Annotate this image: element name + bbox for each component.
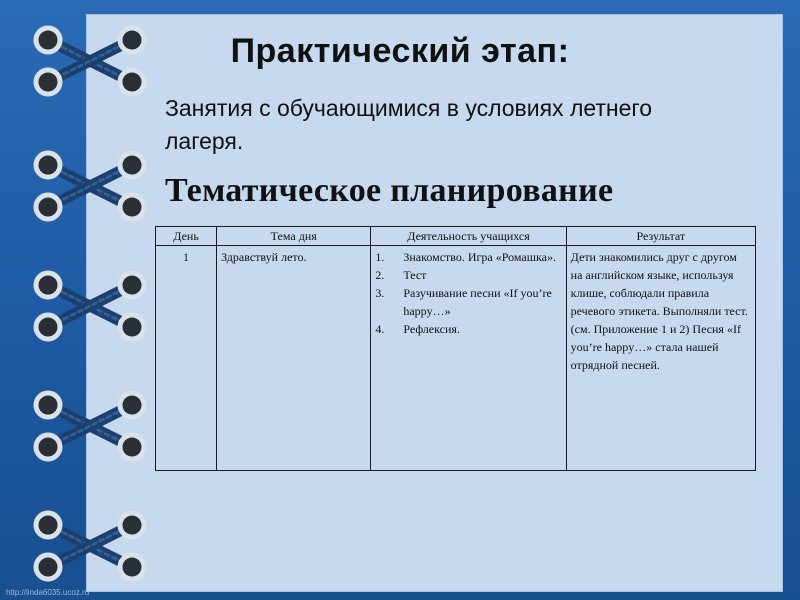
lace-cross-2 (36, 153, 144, 219)
metal-eyelet-icon (120, 513, 144, 537)
header-result: Результат (566, 227, 755, 246)
cell-activities (371, 246, 566, 471)
header-topic: Тема дня (217, 227, 371, 246)
metal-eyelet-icon (120, 195, 144, 219)
metal-eyelet-icon (36, 315, 60, 339)
metal-eyelet-icon (120, 70, 144, 94)
list-item-number: 2. (375, 268, 385, 282)
list-item (375, 284, 561, 320)
list-item (375, 248, 561, 266)
metal-eyelet-icon (36, 555, 60, 579)
cell-topic: Здравствуй лето. (217, 246, 371, 471)
slide-subtitle: Занятия с обучающимися в условиях летнего лагеря. (165, 95, 653, 154)
header-activities: Деятельность учащихся (371, 227, 566, 246)
list-item (375, 266, 561, 284)
metal-eyelet-icon (120, 153, 144, 177)
lace-cross-4 (36, 393, 144, 459)
section-heading: Тематическое планирование (165, 172, 614, 209)
metal-eyelet-icon (36, 513, 60, 537)
metal-eyelet-icon (36, 195, 60, 219)
metal-eyelet-icon (120, 393, 144, 417)
footer-url: http://linda6035.ucoz.ru (6, 588, 90, 597)
header-day: День (156, 227, 217, 246)
metal-eyelet-icon (120, 273, 144, 297)
list-item-text: Знакомство. Игра «Ромашка». (403, 250, 556, 264)
list-item-number: 1. (375, 250, 385, 264)
metal-eyelet-icon (36, 153, 60, 177)
table-row (156, 246, 756, 471)
list-item-text: Разучивание песни «If you’re happy…» (403, 286, 552, 318)
lace-cross-3 (36, 273, 144, 339)
metal-eyelet-icon (36, 70, 60, 94)
list-item-text: Тест (403, 268, 427, 282)
activities-list (375, 248, 561, 338)
cell-result: Дети знакомились друг с другом на английском языке, используя клише, соблюдали правила речевого этикета. Выполняли тест. (см. Приложение 1 и 2) Песня «If you’re happy…» стала нашей отрядной песней. (566, 246, 755, 471)
metal-eyelet-icon (36, 273, 60, 297)
slide-title: Практический этап: (230, 32, 570, 70)
binding-decoration (0, 0, 160, 600)
cell-day: 1 (156, 246, 217, 471)
lace-cross-5 (36, 513, 144, 579)
list-item-text: Рефлексия. (403, 322, 460, 336)
metal-eyelet-icon (36, 435, 60, 459)
metal-eyelet-icon (120, 315, 144, 339)
metal-eyelet-icon (36, 393, 60, 417)
list-item (375, 320, 561, 338)
list-item-number: 3. (375, 286, 385, 300)
table-header-row (156, 227, 756, 246)
planning-table (155, 226, 756, 471)
metal-eyelet-icon (120, 435, 144, 459)
list-item-number: 4. (375, 322, 385, 336)
metal-eyelet-icon (120, 555, 144, 579)
